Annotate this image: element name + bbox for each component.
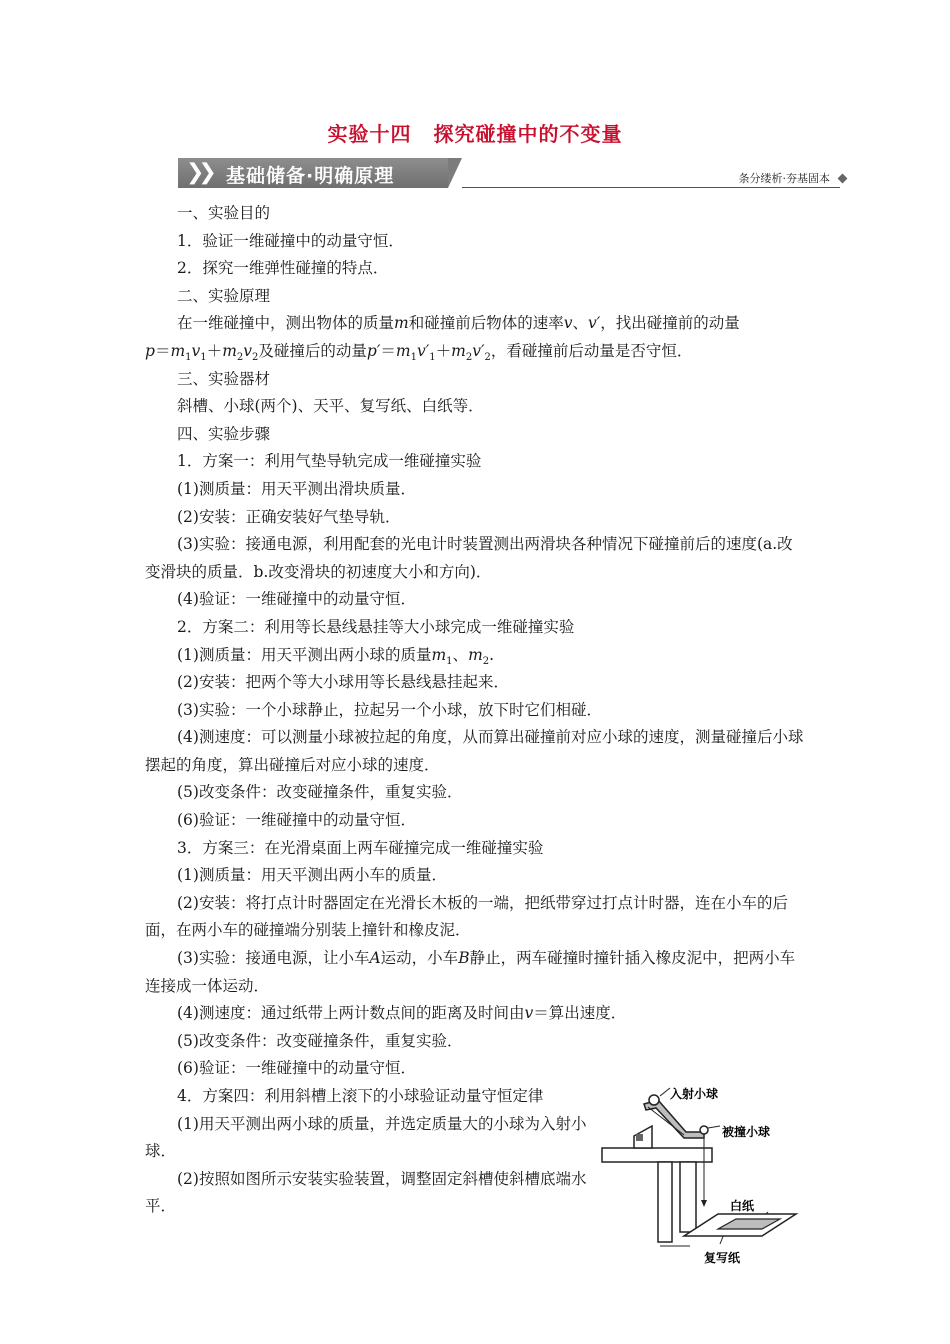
heading-purpose: 一、实验目的 (177, 204, 271, 222)
var-m: m (394, 314, 409, 333)
plan-1-title: 1．方案一：利用气垫导轨完成一维碰撞实验 (177, 452, 482, 471)
plan-2-step-1 (145, 642, 807, 670)
section-banner (178, 158, 850, 190)
plan-4-step-2: (2)按照如图所示安装实验装置，调整固定斜槽使斜槽底端水平． (145, 1169, 587, 1216)
apparatus-figure (600, 1086, 800, 1276)
plan-4-title: 4．方案四：利用斜槽上滚下的小球验证动量守恒定律 (177, 1087, 544, 1105)
target-ball (700, 1126, 708, 1134)
principle-text: ，看碰撞前后动量是否守恒． (490, 341, 693, 360)
var-p-prime: p′ (366, 341, 381, 360)
plan-3-step-2: (2)安装：将打点计时器固定在光滑长木板的一端，把纸带穿过打点计时器，连在小车的后面，在两小车的碰撞端分别装上撞针和橡皮泥． (145, 893, 788, 940)
incident-ball (649, 1095, 659, 1105)
var-m2: m (222, 341, 237, 360)
step-text: . (489, 645, 495, 664)
plan-1-step-3: (3)实验：接通电源，利用配套的光电计时装置测出两滑块各种情况下碰撞前后的速度(a.改变滑块的质量．b.改变滑块的初速度大小和方向)． (145, 535, 793, 581)
subscript: 1 (185, 352, 192, 364)
principle-text: 及碰撞后的动量 (258, 341, 367, 360)
table-top (602, 1148, 712, 1162)
plan-1-step-2: (2)安装：正确安装好气垫导轨． (177, 507, 401, 526)
subscript: 2 (236, 352, 244, 364)
var-v: v (563, 314, 573, 333)
var-p: p (145, 341, 155, 360)
plan-2-step-3: (3)实验：一个小球静止，拉起另一个小球，放下时它们相碰． (177, 700, 602, 719)
var-m1: m (431, 645, 447, 664)
var-m1: m (395, 341, 411, 360)
banner-bar (178, 158, 448, 188)
subscript: 1 (410, 352, 417, 364)
ramp-support-block (636, 1134, 643, 1141)
principle-text: 在一维碰撞中，测出物体的质量 (177, 314, 395, 333)
var-v1-prime: v′ (416, 341, 430, 360)
banner-title: 基础储备·明确原理 (226, 165, 395, 187)
equipment-list: 斜槽、小球(两个)、天平、复写纸、白纸等． (177, 397, 484, 416)
subscript: 1 (429, 352, 436, 364)
var-v1: v (191, 341, 201, 360)
plan-3-step-5: (5)改变条件：改变碰撞条件，重复实验． (177, 1031, 463, 1050)
plumb-bob (701, 1200, 707, 1207)
var-v2: v (243, 341, 253, 360)
formula-symbol: ＝ (154, 341, 171, 360)
table-leg (680, 1162, 696, 1232)
label-white-paper: 白纸 (730, 1199, 755, 1213)
table-leg (658, 1162, 672, 1242)
plan-1-step-1: (1)测质量：用天平测出滑块质量． (177, 479, 416, 498)
subscript: 1 (446, 655, 453, 667)
plan-3-title: 3．方案三：在光滑桌面上两车碰撞完成一维碰撞实验 (177, 838, 544, 857)
apparatus-diagram (600, 1086, 800, 1276)
title-part-1: 实验十四 (327, 122, 412, 146)
var-v2-prime: v′ (472, 341, 485, 360)
plan-3-step-3 (145, 945, 807, 1000)
label-target-ball: 被撞小球 (722, 1125, 771, 1139)
var-m2: m (451, 341, 466, 360)
var-B: B (458, 949, 470, 968)
var-v-prime: v′ (588, 314, 601, 333)
formula-symbol: ＋ (435, 341, 452, 360)
subscript: 2 (465, 352, 473, 364)
inclined-chute (644, 1100, 704, 1138)
var-A: A (369, 949, 381, 968)
subscript: 2 (482, 655, 490, 667)
step-text: 运动，小车 (380, 949, 459, 968)
page-title (0, 118, 950, 147)
heading-equipment: 三、实验器材 (177, 369, 271, 388)
plan-2-step-4: (4)测速度：可以测量小球被拉起的角度，从而算出碰撞前对应小球的速度，测量碰撞后小球摆起的角度，算出碰撞后对应小球的速度． (145, 728, 804, 774)
label-leader (708, 1126, 720, 1128)
title-part-2: 探究碰撞中的不变量 (433, 122, 623, 146)
plan-3-step-4 (145, 1000, 807, 1028)
principle-text: 和碰撞前后物体的速率 (408, 314, 564, 333)
purpose-item-1: 1．验证一维碰撞中的动量守恒． (177, 231, 404, 250)
step-text: 、 (452, 645, 469, 664)
chevron-right-icon: ❯❯ (186, 160, 211, 185)
plan-1-step-4: (4)验证：一维碰撞中的动量守恒． (177, 590, 416, 609)
heading-steps: 四、实验步骤 (177, 424, 271, 443)
formula-symbol: ＝ (380, 341, 396, 360)
label-leader (660, 1088, 670, 1096)
diamond-icon (838, 174, 848, 184)
step-text: (1)测质量：用天平测出两小球的质量 (177, 645, 432, 664)
banner-rule (462, 187, 840, 188)
var-m1: m (170, 341, 186, 360)
plan-2-step-5: (5)改变条件：改变碰撞条件，重复实验． (177, 783, 463, 802)
step-text: ＝算出速度． (533, 1004, 627, 1023)
heading-principle: 二、实验原理 (177, 286, 271, 305)
subscript: 1 (200, 352, 207, 364)
plan-2-step-6: (6)验证：一维碰撞中的动量守恒． (177, 811, 416, 830)
subscript: 2 (252, 352, 259, 364)
plan-3-step-1: (1)测质量：用天平测出两小车的质量． (177, 866, 447, 885)
plan-2-step-2: (2)安装：把两个等大小球用等长悬线悬挂起来． (177, 673, 509, 692)
plan-4-step-1: (1)用天平测出两小球的质量，并选定质量大的小球为入射小球． (145, 1114, 587, 1161)
principle-paragraph (145, 310, 807, 365)
formula-symbol: ＋ (206, 341, 223, 360)
var-m2: m (468, 645, 483, 664)
var-v: v (524, 1004, 534, 1023)
label-incident-ball: 入射小球 (670, 1087, 719, 1101)
purpose-item-2: 2．探究一维弹性碰撞的特点． (177, 259, 389, 278)
banner-subtitle: 条分缕析·夯基固本 (738, 172, 830, 185)
label-carbon-paper: 复写纸 (704, 1251, 741, 1265)
step-text: (4)测速度：通过纸带上两计数点间的距离及时间由 (177, 1004, 525, 1023)
plan-2-title: 2．方案二：利用等长悬线悬挂等大小球完成一维碰撞实验 (177, 617, 575, 636)
principle-text: 、 (572, 314, 589, 333)
principle-text: ，找出碰撞前的动量 (600, 314, 740, 333)
step-text: (3)实验：接通电源，让小车 (177, 949, 370, 968)
step-text: 静止，两车碰撞时撞针插入橡皮泥中，把两小车连接成一体运动． (145, 949, 796, 995)
plan-3-step-6: (6)验证：一维碰撞中的动量守恒． (177, 1059, 416, 1078)
subscript: 2 (484, 352, 491, 364)
document-body (145, 200, 807, 1221)
